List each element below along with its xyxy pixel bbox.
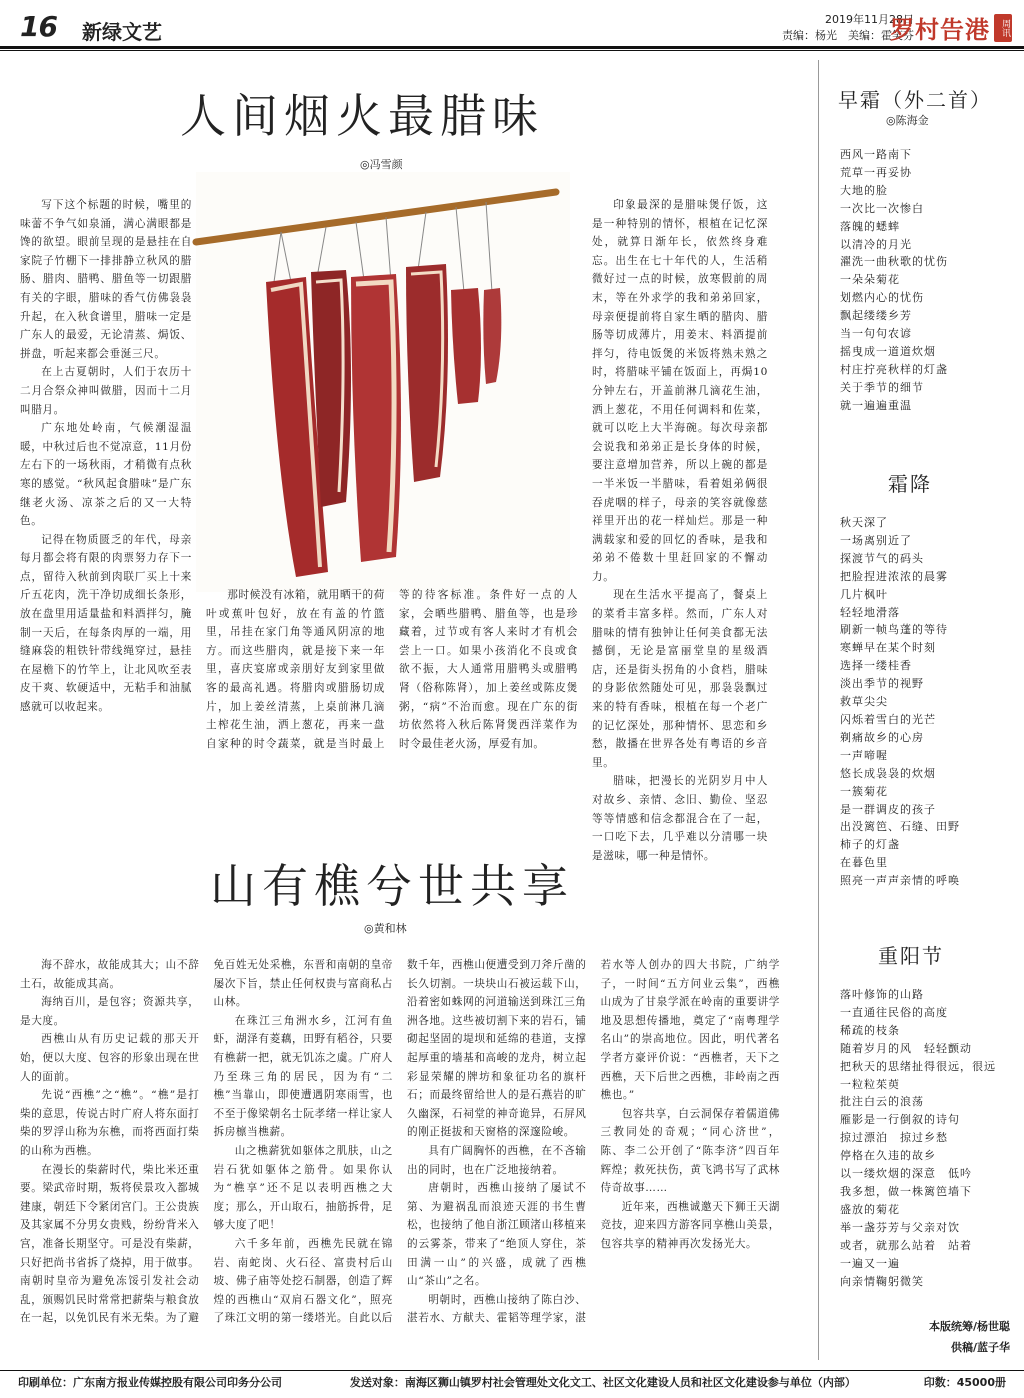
poem-line: 一簇菊花: [840, 784, 888, 798]
poem-line: 选择一缕桂香: [840, 659, 912, 673]
poem-line: 飘起缕缕乡芳: [840, 309, 912, 323]
poem-line: 向亲情鞠躬微笑: [840, 1274, 924, 1288]
article1-columns-middle: [206, 586, 578, 826]
poem-line: 一朵朵菊花: [840, 273, 900, 287]
poem-line: 一场离别近了: [840, 533, 912, 547]
poem-line: 落魄的蟋蟀: [840, 219, 900, 233]
poem-line: 一次比一次惨白: [840, 201, 924, 215]
article2-paragraph: 在珠江三角洲水乡，江河有鱼虾，湖泽有菱藕，田野有稻谷，只要有樵薪一把，就无饥冻之虞。广府人乃至珠三角的居民，因为有“二樵”当靠山，即使遭遇阴寒雨雪，也不至于像梁朝名士阮孝绪一样让家人拆房檩当樵薪。: [213, 1014, 393, 1139]
cured-meat-illustration: [196, 172, 570, 592]
poem-line: 以清冷的月光: [840, 237, 912, 251]
poem-line: 划燃内心的忧伤: [840, 291, 924, 305]
poem-line: 一声啼喔: [840, 748, 888, 762]
footer-rule: [0, 1370, 1024, 1371]
article2-body: [20, 956, 780, 1356]
poem-line: 以一缕炊烟的深意 低吟: [840, 1167, 972, 1181]
article2-paragraph: 西樵山从有历史记载的那天开始，便以大度、包容的形象出现在世人的面前。: [20, 1033, 200, 1083]
poem-line: 随着岁月的风 轻轻颤动: [840, 1041, 972, 1055]
article1-paragraph: 腊味，把漫长的光阴岁月中人对故乡、亲情、念旧、勤俭、坚忍等等情感和信念都混合在了一起，一口吃下去，几乎难以分清哪一块是滋味，哪一种是情怀。: [592, 775, 768, 862]
poem3-title: 重阳节: [878, 944, 944, 968]
poem-line: 落叶修饰的山路: [840, 988, 924, 1001]
poem-line: 濯洗一曲秋歌的忧伤: [840, 255, 948, 269]
article2-paragraph: 包容共享，白云洞保存着儒道佛三教同处的奇观；“同心济世”，陈、李二公开创了“陈李济”四百年辉煌；救死扶伤，黄飞鸿书写了武林侍奇故事……: [600, 1107, 780, 1195]
poem-line: 当一句句农谚: [840, 327, 912, 341]
poem-line: 寒蝉早在某个时刻: [840, 641, 936, 655]
poem-line: 秋天深了: [840, 516, 888, 529]
footer-copies: 印数：45000册: [923, 1376, 1006, 1389]
poems-author: ◎陈海金: [886, 114, 929, 127]
issue-date: 2019年11月28日: [825, 13, 914, 26]
poem-line: 稀疏的枝条: [840, 1023, 900, 1037]
poem2-body: [840, 514, 1018, 890]
article1-author: ◎冯雪颜: [360, 158, 403, 171]
poem-line: 举一盏芬芳与父亲对饮: [840, 1220, 960, 1234]
poem-line: 就一遍遍重温: [840, 398, 912, 412]
poem-line: 淡出季节的视野: [840, 677, 924, 691]
poem-line: 西风一路南下: [840, 148, 912, 161]
footer: [18, 1374, 1006, 1390]
poem-line: 或者，就那么站着 站着: [840, 1238, 972, 1252]
article1-paragraph: 现在生活水平提高了，餐桌上的菜肴丰富多样。然而，广东人对腊味的情有独钟让任何美食都无法撼倒，无论是富丽堂皇的星级酒店，还是街头拐角的小食档，腊味的身影依然随处可见，那袅袅飘过来的特有香味，根植在每一个老广的记忆深处，那种情怀、思恋和乡愁，散播在世界各处有粤语的乡音里。: [592, 589, 768, 769]
poem-line: 掠过漂泊 掠过乡愁: [840, 1131, 948, 1145]
article1-title: 人间烟火最腊味: [180, 89, 544, 143]
poem-line: 照亮一声声亲情的呼唤: [840, 874, 960, 888]
poem-line: 摇曳成一道道炊烟: [840, 344, 936, 358]
masthead-seal: 周讯: [994, 14, 1012, 42]
section-title: 新绿文艺: [82, 20, 162, 44]
article2-paragraph: 海纳百川，是包容；资源共享，是大度。: [20, 996, 200, 1027]
editors: 责编：杨光 美编：霍笑芬: [782, 29, 914, 42]
article1-column4: [592, 196, 768, 862]
article1-paragraph: 在上古夏朝时，人们于农历十二月合祭众神叫做腊，因而十二月叫腊月。: [20, 366, 192, 416]
poem-line: 轻轻地滑落: [840, 605, 900, 619]
poem1-title: 早霜（外二首）: [838, 88, 992, 112]
poem3-body: [840, 986, 1018, 1290]
article1-paragraph: 记得在物质匮乏的年代，母亲每月都会将有限的肉票努力存下一点，留待入秋前到肉联厂买上十来斤五花肉，洗干净切成细长条形，放在盘里用适量盐和料酒拌匀，腌制一天后，在每条肉厚的一端，用缝麻袋的粗铁针带线绳穿过，悬挂在屋檐下的竹竿上，让北风吹至表皮干爽、软硬适中，无粘手和油腻感就可以收起来。: [20, 533, 192, 714]
photo-credit: 供稿/蓝子华: [950, 1341, 1010, 1354]
poem-line: 悠长成袅袅的炊烟: [840, 766, 936, 780]
footer-printer: 印刷单位：广东南方报业传媒控股有限公司印务分公司: [18, 1376, 282, 1389]
poem-line: 闪烁着雪白的光芒: [840, 712, 936, 726]
article2-paragraph: 海不辞水，故能成其大；山不辞土石，故能成其高。: [20, 959, 200, 990]
article2-paragraph: 明朝时，西樵山接纳了陈白沙、湛若水、方献夫、霍韬等理学家，湛若水等人创办的四大书院，广纳学子，一时间“五方问业云集”，西樵山成为了甘泉学派在岭南的重要讲学地及思想传播地，奠定了“南粤理学名山”的崇高地位。因此，明代著名学者方豪评价说：“西樵者，天下之西樵，天下后世之西樵，非岭南之西樵也。”: [407, 959, 780, 1325]
column-divider: [818, 60, 819, 1360]
poem-line: 刷新一帧鸟蓬的等待: [840, 623, 948, 637]
poem-line: 把脸捏进浓浓的晨雾: [840, 569, 948, 583]
masthead-logo: 罗村告港: [890, 15, 990, 44]
footer-delivery: 发送对象：南海区狮山镇罗村社会管理处文化文工、社区文化建设人员和社区文化建设参与单位（内部）: [349, 1376, 856, 1389]
article1-column1: [20, 196, 192, 826]
poem-line: 关于季节的细节: [840, 380, 924, 394]
article1-paragraph: 那时候没有冰箱，就用晒干的荷叶或蕉叶包好，放在有盖的竹篮里，吊挂在家门角等通风阴凉的地方。而这些腊肉，就是接下来一年里，喜庆宴席或亲朋好友到家里做客的最高礼遇。将腊肉或腊肠切成片，加上姜丝清蒸，上桌前淋几滴土榨花生油，洒上葱花，再来一盘自家种的时令蔬菜，就是当时最上等的待客标准。条件好一点的人家，会晒些腊鸭、腊鱼等，也是珍藏着，过节或有客人来时才有机会尝上一口。如果小孩消化不良或食欲不振，大人通常用腊鸭头或腊鸭肾（俗称陈肾），加上姜丝或陈皮煲粥，“病”不治而愈。现在广东的街坊依然将入秋后陈肾煲西洋菜作为时令最佳老火汤，厚爱有加。: [206, 589, 578, 750]
poem-line: 批注白云的浪荡: [840, 1095, 924, 1109]
poem-line: 一粒粒茱萸: [840, 1077, 900, 1091]
poem-line: 在暮色里: [840, 856, 888, 870]
poem1-body: [840, 146, 1018, 415]
poem-line: 荒草一再妥协: [840, 165, 912, 179]
poem-line: 把秋天的思绪扯得很远，很远: [840, 1059, 996, 1073]
article1-paragraph: 印象最深的是腊味煲仔饭，这是一种特别的情怀，根植在记忆深处，就算日渐年长，依然终身难忘。出生在七十年代的人，生活稍微好过一点的时候，放寒假前的周末，等在外求学的我和弟弟回家，母亲便提前将自家生晒的腊肉、腊肠等切成薄片，用姜末、料酒提前拌匀，待电饭煲的米饭将熟未熟之时，将腊味平铺在饭面上，再焗10分钟左右，开盖前淋几滴花生油，洒上葱花，不用任何调料和佐菜，就可以吃上大半海碗。每次母亲都会说我和弟弟正是长身体的时候，要注意增加营养，所以上碗的都是一半米饭一半腊味，看着姐弟俩很吞虎咽的样子，母亲的笑容就像慈祥里开出的花一样灿烂。那是一种满载家和爱的回忆的香味，是我和弟弟不倦数十里赶回家的不懈动力。: [592, 199, 768, 583]
poem-line: 雁影是一行倒叙的诗句: [840, 1113, 960, 1127]
poem-line: 村庄拧亮秋样的灯盏: [840, 362, 948, 376]
article2-paragraph: 唐朝时，西樵山接纳了屡试不第、为避祸乱而浪迹天涯的书生曹松，也接纳了他自浙江顾渚山移植来的云雾茶，带来了“绝顶人穿住，茶田满一山”的兴盛，成就了西樵山“茶山”之名。: [407, 1182, 587, 1288]
article2-paragraph: 先说“西樵”之“樵”。“樵”是打柴的意思，传说古时广府人将东面打柴的罗浮山称为东樵，而将西面打柴的山称为西樵。: [20, 1089, 200, 1157]
poem-line: 大地的脸: [840, 183, 888, 197]
header-rule-thin: [0, 50, 1024, 51]
poem-line: 一遍又一遍: [840, 1256, 900, 1270]
poem-line: 柿子的灯盏: [840, 838, 900, 852]
poem-line: 是一群调皮的孩子: [840, 802, 936, 816]
poem-line: 几片枫叶: [840, 587, 888, 601]
coordinator-credit: 本版统筹/杨世聪: [928, 1320, 1010, 1333]
poem-line: 探渡节气的码头: [840, 551, 924, 565]
article2-title: 山有樵兮世共享: [210, 859, 574, 913]
article2-paragraph: 六千多年前，西樵先民就在锦岩、南蛇岗、火石径、富贵村后山坡、佛子庙等处挖石制器，创造了辉煌的西樵山“双肩石器文化”，照亮了珠江文明的第一缕塔光。自此以后数千年，西樵山便遭受到刀斧斤凿的长久切割。一块块山石被运载下山，沿着密如蛛网的河道输送到珠江三角洲各地。这些被切割下来的岩石，铺砌起坚固的堤坝和延绵的巷道，支撑起厚重的墙基和高峻的龙舟，树立起彩显荣耀的牌坊和象征功名的旗杆石；而最终留给世人的是石燕岩的旷久幽深，石祠堂的神奇诡异，石屏风的刚正挺拔和天窗格的深邃险峻。: [213, 959, 587, 1325]
poem-line: 停格在久违的故乡: [840, 1149, 936, 1163]
article2-paragraph: 近年来，西樵诚邀天下狮王天湖竞技，迎来四方游客同享樵山美景，包容共享的精神再次发扬光大。: [600, 1200, 780, 1250]
poem-line: 盛放的菊花: [840, 1202, 900, 1216]
header-rule: [0, 46, 1024, 49]
poem2-title: 霜降: [888, 472, 932, 496]
poem-line: 救草尖尖: [840, 695, 888, 709]
poem-line: 出没篱笆、石缝、田野: [840, 820, 960, 834]
article2-paragraph: 具有广阔胸怀的西樵，在不吝输出的同时，也在广泛地接纳着。: [407, 1144, 587, 1176]
article2-paragraph: 山之樵薪犹如躯体之肌肤，山之岩石犹如躯体之筋骨。如果你认为“樵享”还不足以表明西樵之大度；那么，开山取石，抽筋拆骨，足够大度了吧！: [213, 1144, 393, 1232]
page-number: 16: [20, 10, 57, 43]
article2-author: ◎黄和林: [364, 922, 407, 935]
poem-line: 剃痛故乡的心房: [840, 730, 924, 744]
article2-paragraph: 在漫长的柴薪时代，柴比米还重要。梁武帝时期，叛将侯景攻入都城建康，朝廷下令紧闭宫门。王公贵族及其家属不分男女贵贱，纷纷背米入宫，准备长期坚守。可是没有柴薪，只好把尚书省拆了烧掉，用于做事。南朝时皇帝为避免冻馁引发社会动乱，颁赐饥民时常常把薪柴与粮食放在一起，以免饥民有米无柴。为了避免百姓无处采樵，东晋和南朝的皇帝屡次下旨，禁止任何权贵与富商私占山林。: [20, 959, 393, 1325]
article1-paragraph: 写下这个标题的时候，嘴里的味蕾不争气如泉涌，满心满眼都是馋的欲望。眼前呈现的是悬挂在自家院子竹棚下一排排静立秋风的腊肠、腊肉、腊鸭、腊鱼等一切跟腊有关的字眼，腊味的香气仿佛袅袅升起，在入秋食谱里，腊味一定是广东人的最爱，无论清蒸、焗饭、拼盘，听起来都会垂涎三尺。: [20, 199, 192, 360]
poem-line: 一直通往民俗的高度: [840, 1005, 948, 1019]
poem-line: 我多想，做一株篱笆墙下: [840, 1184, 972, 1198]
article1-paragraph: 广东地处岭南，气候潮湿温暖，中秋过后也不觉凉意，11月份左右下的一场秋雨，才稍微有点秋寒的感觉。“秋风起食腊味”是广东继老火汤、凉茶之后的又一大特色。: [20, 422, 192, 528]
page-credits: [929, 1316, 1010, 1358]
